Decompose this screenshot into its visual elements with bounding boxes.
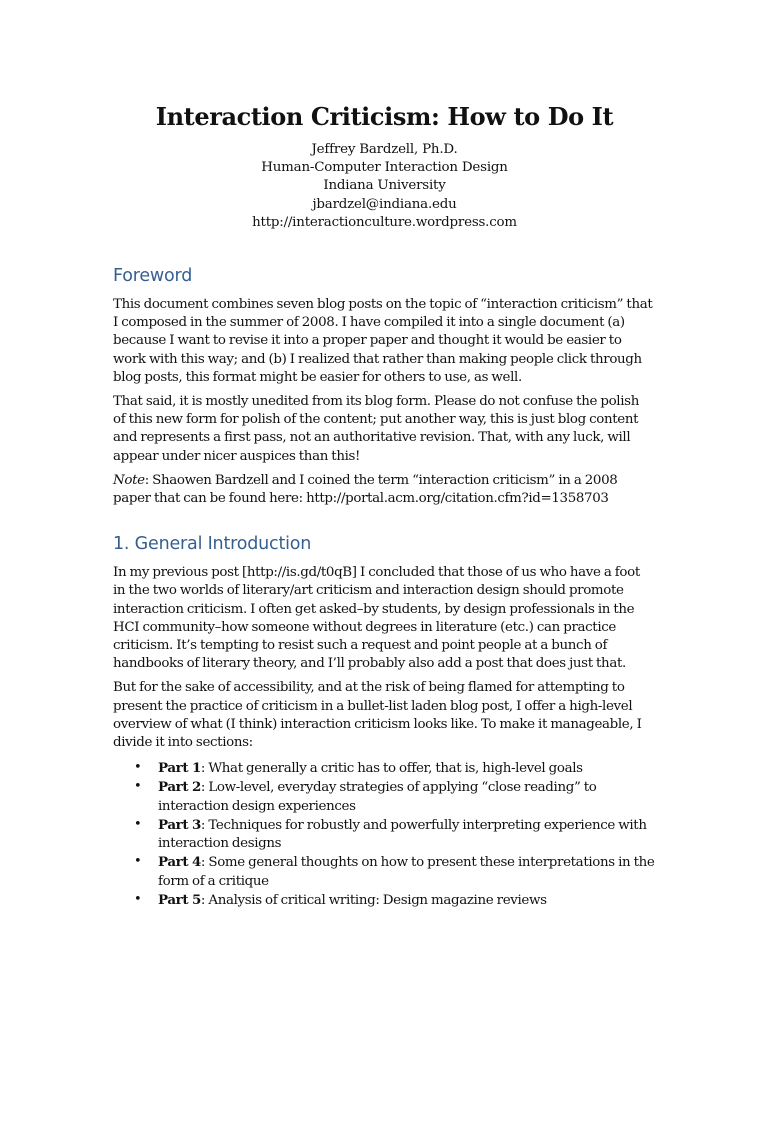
part-text: : Analysis of critical writing: Design magazine reviews xyxy=(200,892,547,908)
text-line: interaction criticism. I often get asked–by students, by design professionals in the xyxy=(113,601,635,617)
foreword-paragraph-1 xyxy=(113,296,656,387)
text-line: blog posts, this format might be easier for others to use, as well. xyxy=(113,369,522,385)
part-text-continued: interaction designs xyxy=(158,836,282,852)
author-name: Jeffrey Bardzell, Ph.D. xyxy=(311,142,458,157)
author-email[interactable]: jbardzel@indiana.edu xyxy=(312,196,457,212)
text-line: In my previous post [http://is.gd/t0qB] I concluded that those of us who have a foot xyxy=(113,565,640,581)
part-label: Part 3 xyxy=(158,816,201,833)
text-line: I composed in the summer of 2008. I have compiled it into a single document (a) xyxy=(113,315,625,331)
part-text: : What generally a critic has to offer, that is, high-level goals xyxy=(200,761,583,777)
list-item xyxy=(113,891,656,910)
text-line xyxy=(158,816,656,835)
part-label: Part 5 xyxy=(158,891,201,908)
text-line: handbooks of literary theory, and I’ll probably also add a post that does just that. xyxy=(113,656,626,672)
text-line: and represents a first pass, not an authoritative revision. That, with any luck, will xyxy=(113,430,631,446)
text-line: present the practice of criticism in a bullet-list laden blog post, I offer a high-level xyxy=(113,698,633,714)
text-line: appear under nicer auspices than this! xyxy=(113,448,361,464)
bullet-icon: • xyxy=(134,779,142,795)
foreword-paragraph-2 xyxy=(113,393,656,466)
author-block xyxy=(113,141,656,232)
text-line: in the two worlds of literary/art criticism and interaction design should promote xyxy=(113,583,624,599)
part-text-continued: interaction design experiences xyxy=(158,798,356,814)
foreword-note xyxy=(113,472,656,508)
text-line xyxy=(158,891,656,910)
text-line: divide it into sections: xyxy=(113,735,253,751)
document-page xyxy=(0,100,768,1124)
note-link-line[interactable]: paper that can be found here: http://portal.acm.org/citation.cfm?id=1358703 xyxy=(113,491,609,507)
intro-heading: 1. General Introduction xyxy=(113,534,312,555)
text-line: criticism. It’s tempting to resist such a request and point people at a bunch of xyxy=(113,638,608,654)
part-text-continued: form of a critique xyxy=(158,873,269,889)
text-line xyxy=(113,472,656,490)
document-title: Interaction Criticism: How to Do It xyxy=(155,102,614,131)
text-line: But for the sake of accessibility, and at the risk of being flamed for attempting to xyxy=(113,680,625,696)
bullet-icon: • xyxy=(134,816,142,832)
text-line xyxy=(158,778,656,797)
part-text: : Techniques for robustly and powerfully interpreting experience with xyxy=(200,817,647,833)
note-text: : Shaowen Bardzell and I coined the term “interaction criticism” in a 2008 xyxy=(144,472,618,488)
bullet-icon: • xyxy=(134,854,142,870)
list-item xyxy=(113,816,656,853)
text-line: because I want to revise it into a proper paper and thought it would be easier to xyxy=(113,333,622,349)
text-line: HCI community–how someone without degrees in literature (etc.) can practice xyxy=(113,619,616,635)
author-institution: Indiana University xyxy=(323,178,446,194)
text-line xyxy=(158,853,656,872)
text-line: That said, it is mostly unedited from its blog form. Please do not confuse the polish xyxy=(113,394,639,410)
part-label: Part 1 xyxy=(158,760,201,777)
bullet-icon: • xyxy=(134,891,142,907)
part-label: Part 2 xyxy=(158,779,201,796)
author-website[interactable]: http://interactionculture.wordpress.com xyxy=(252,214,517,230)
intro-paragraph-1 xyxy=(113,564,656,673)
text-line xyxy=(158,759,656,778)
part-text: : Some general thoughts on how to present these interpretations in the xyxy=(200,855,655,871)
part-text: : Low-level, everyday strategies of applying “close reading” to xyxy=(200,780,597,796)
text-line: of this new form for polish of the content; put another way, this is just blog content xyxy=(113,412,639,428)
text-line: This document combines seven blog posts on the topic of “interaction criticism” that xyxy=(113,297,653,313)
text-line: overview of what (I think) interaction criticism looks like. To make it manageable, I xyxy=(113,716,642,732)
part-label: Part 4 xyxy=(158,854,201,871)
text-line: work with this way; and (b) I realized that rather than making people click through xyxy=(113,351,642,367)
parts-list xyxy=(113,759,656,910)
intro-paragraph-2 xyxy=(113,679,656,752)
bullet-icon: • xyxy=(134,760,142,776)
foreword-heading: Foreword xyxy=(113,266,193,287)
list-item xyxy=(113,853,656,890)
list-item xyxy=(113,778,656,815)
note-label: Note xyxy=(113,472,145,488)
author-department: Human-Computer Interaction Design xyxy=(261,160,508,176)
list-item xyxy=(113,759,656,778)
